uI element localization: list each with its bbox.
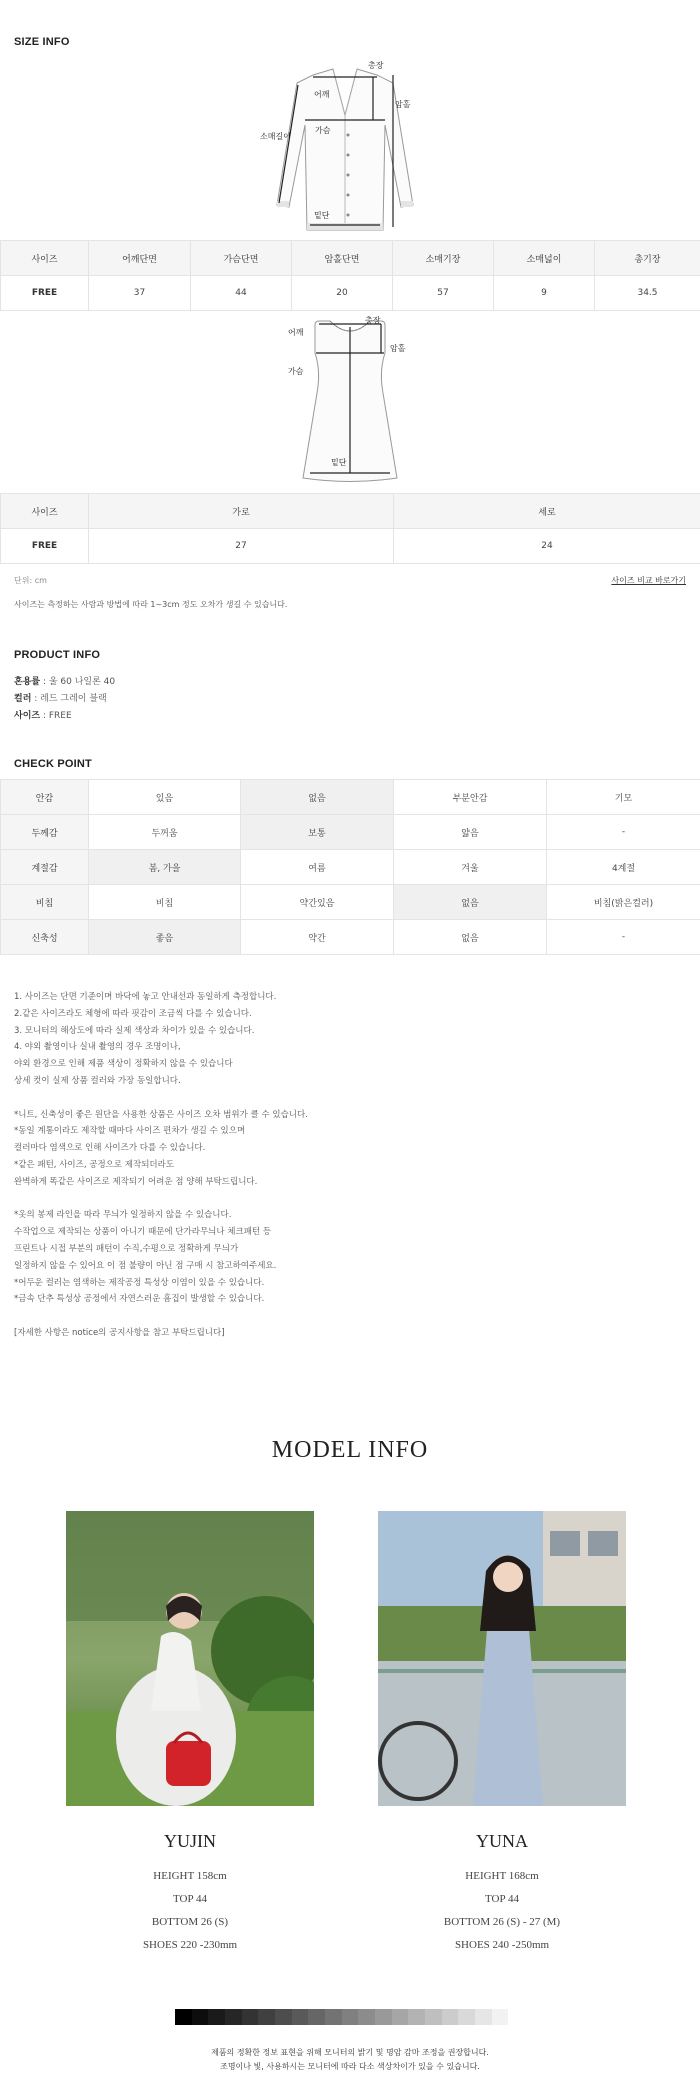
check-cell: 없음 [394, 920, 547, 955]
check-cell: 비침 [89, 885, 241, 920]
grayscale-swatch [392, 2009, 409, 2025]
model-photo-yujin-image [66, 1511, 314, 1806]
model-shoes-yuna: SHOES 240 -250mm [454, 1939, 550, 1951]
table-row [1, 276, 700, 311]
row-cell: 34.5 [595, 276, 700, 311]
grayscale-swatch [492, 2009, 509, 2025]
check-cell: 없음 [241, 780, 394, 815]
notice-line: *금속 단추 특성상 공정에서 자연스러운 흠집이 발생할 수 있습니다. [14, 1294, 265, 1305]
model-bottom-yuna: BOTTOM 26 (S) - 27 (M) [443, 1916, 561, 1928]
notice-line: 2.같은 사이즈라도 체형에 따라 핏감이 조금씩 다를 수 있습니다. [14, 1008, 252, 1019]
grayscale-swatch [458, 2009, 475, 2025]
grayscale-swatch [375, 2009, 392, 2025]
notice-line: 1. 사이즈는 단면 기준이며 바닥에 놓고 안내선과 동일하게 측정합니다. [14, 992, 277, 1002]
table-row [1, 529, 700, 564]
tank-diagram [285, 313, 415, 488]
check-row-label: 비침 [1, 885, 89, 920]
check-row-label: 신축성 [1, 920, 89, 955]
check-point-title: CHECK POINT [14, 758, 92, 770]
grayscale-swatch [225, 2009, 242, 2025]
size-compare-link[interactable]: 사이즈 비교 바로가기 [611, 576, 686, 585]
model-height-yujin: HEIGHT 158cm [153, 1870, 227, 1882]
check-cell: 보통 [241, 815, 394, 850]
check-cell: 부분안감 [394, 780, 547, 815]
grayscale-swatch [275, 2009, 292, 2025]
notice-line: 상세 컷이 실제 상품 컬러와 가장 동일합니다. [14, 1075, 181, 1086]
check-cell: 약간있음 [241, 885, 394, 920]
header-cell: 가로 [89, 494, 394, 529]
model-top-yuna: TOP 44 [485, 1893, 519, 1905]
row-cell: 20 [292, 276, 393, 311]
grayscale-swatch [192, 2009, 209, 2025]
size-label: 사이즈 [14, 711, 41, 721]
unit-label: 단위: cm [14, 576, 47, 585]
model-info-title: MODEL INFO [271, 1437, 429, 1463]
row-cell: FREE [1, 529, 89, 564]
header-cell: 소매넓이 [494, 241, 595, 276]
notice-line: 컬러마다 염색으로 인해 사이즈가 다를 수 있습니다. [14, 1143, 206, 1154]
tank-label-hem: 밑단 [331, 458, 347, 467]
notice-spacer [14, 1308, 308, 1325]
notice-line: 완벽하게 똑같은 사이즈로 제작되기 어려운 점 양해 부탁드립니다. [14, 1176, 258, 1187]
check-row-label: 안감 [1, 780, 89, 815]
material-line [14, 674, 115, 687]
grayscale-calibration-bar [175, 2009, 525, 2025]
check-row-label: 계절감 [1, 850, 89, 885]
grayscale-swatch [208, 2009, 225, 2025]
notice-list [14, 989, 308, 1342]
grayscale-swatch [308, 2009, 325, 2025]
notice-line: *어두운 컬러는 염색하는 제작공정 특성상 이염이 있을 수 있습니다. [14, 1277, 265, 1288]
grayscale-swatch [258, 2009, 275, 2025]
header-cell: 소매기장 [393, 241, 494, 276]
row-cell: 27 [89, 529, 394, 564]
notice-line: *옷의 봉제 라인을 따라 무늬가 일정하지 않을 수 있습니다. [14, 1210, 232, 1221]
tank-label-chest: 가슴 [288, 367, 304, 376]
header-cell: 세로 [394, 494, 700, 529]
cardigan-label-sleeve: 소매길이 [260, 132, 291, 141]
grayscale-swatch [358, 2009, 375, 2025]
model-photo-yuna [378, 1511, 626, 1806]
row-cell: 9 [494, 276, 595, 311]
table-header-row [1, 494, 700, 529]
cardigan-label-total: 총장 [368, 61, 384, 70]
header-cell: 암홀단면 [292, 241, 393, 276]
model-top-yujin: TOP 44 [173, 1893, 207, 1905]
check-cell: - [547, 815, 700, 850]
header-cell: 가슴단면 [191, 241, 292, 276]
check-cell: 두꺼움 [89, 815, 241, 850]
material-value: : 울 60 나일론 40 [40, 677, 116, 687]
header-cell: 사이즈 [1, 494, 89, 529]
check-cell: 있음 [89, 780, 241, 815]
color-line [14, 691, 107, 704]
model-name-yujin: YUJIN [164, 1831, 216, 1851]
cardigan-label-chest: 가슴 [315, 126, 331, 135]
cardigan-label-hem: 밑단 [314, 211, 330, 220]
check-cell: 얇음 [394, 815, 547, 850]
notice-line: [자세한 사항은 notice의 공지사항을 참고 부탁드립니다] [14, 1327, 225, 1338]
model-shoes-yujin: SHOES 220 -230mm [142, 1939, 238, 1951]
product-info-title: PRODUCT INFO [14, 649, 101, 661]
color-value: : 레드 그레이 블랙 [31, 694, 107, 704]
table-header-row [1, 241, 700, 276]
notice-line: 일정하지 않을 수 있어요 이 점 불량이 아닌 점 구매 시 참고하여주세요. [14, 1260, 277, 1271]
notice-spacer [14, 1090, 308, 1107]
color-label: 컬러 [14, 694, 32, 704]
check-row-label: 두께감 [1, 815, 89, 850]
row-cell: FREE [1, 276, 89, 311]
size-line [14, 708, 72, 721]
material-label: 혼용률 [14, 677, 41, 687]
check-cell: 4계절 [547, 850, 700, 885]
check-point-table [0, 779, 700, 955]
check-row-stretch [1, 920, 700, 955]
cardigan-label-armhole: 암홀 [395, 100, 411, 109]
check-cell: 여름 [241, 850, 394, 885]
check-row-season [1, 850, 700, 885]
footer-line-1: 제품의 정확한 정보 표현을 위해 모니터의 밝기 및 명암 감마 조정을 권장합니다. [211, 2048, 489, 2057]
header-cell: 어깨단면 [89, 241, 191, 276]
size-value: : FREE [40, 711, 72, 721]
check-cell: 없음 [394, 885, 547, 920]
check-row-thickness [1, 815, 700, 850]
size-table-cardigan [0, 240, 700, 311]
notice-line: *같은 패턴, 사이즈, 공정으로 제작되더라도 [14, 1159, 175, 1170]
tank-label-shoulder: 어깨 [288, 328, 304, 337]
check-row-sheerness [1, 885, 700, 920]
grayscale-swatch [325, 2009, 342, 2025]
notice-line: 야외 환경으로 인해 제품 색상이 정확하지 않을 수 있습니다 [14, 1059, 233, 1070]
check-cell: 봄, 가을 [89, 850, 241, 885]
grayscale-swatch [408, 2009, 425, 2025]
model-name-yuna: YUNA [476, 1831, 528, 1851]
grayscale-swatch [175, 2009, 192, 2025]
grayscale-swatch [442, 2009, 459, 2025]
cardigan-label-shoulder: 어깨 [314, 90, 330, 99]
row-cell: 24 [394, 529, 700, 564]
notice-line: 4. 야외 촬영이나 실내 촬영의 경우 조명이나, [14, 1042, 181, 1053]
footer-line-2: 조명이나 빛, 사용하시는 모니터에 따라 다소 색상차이가 있을 수 있습니다. [220, 2062, 480, 2071]
notice-line: 3. 모니터의 해상도에 따라 실제 색상과 차이가 있을 수 있습니다. [14, 1025, 255, 1036]
grayscale-swatch [425, 2009, 442, 2025]
notice-spacer [14, 1191, 308, 1208]
check-cell: 비침(밝은컬러) [547, 885, 700, 920]
tank-label-armhole: 암홀 [390, 344, 406, 353]
check-cell: 약간 [241, 920, 394, 955]
check-cell: - [547, 920, 700, 955]
size-error-note: 사이즈는 측정하는 사람과 방법에 따라 1~3cm 정도 오차가 생길 수 있습니다. [14, 600, 288, 609]
row-cell: 37 [89, 276, 191, 311]
notice-line: *동일 계통이라도 제작할 때마다 사이즈 편차가 생길 수 있으며 [14, 1126, 246, 1137]
check-row-lining [1, 780, 700, 815]
tank-label-total: 총장 [365, 316, 381, 325]
row-cell: 44 [191, 276, 292, 311]
cardigan-sketch [255, 55, 435, 235]
tank-sketch [285, 313, 415, 488]
grayscale-swatch [475, 2009, 492, 2025]
grayscale-swatch [342, 2009, 359, 2025]
check-cell: 겨울 [394, 850, 547, 885]
row-cell: 57 [393, 276, 494, 311]
header-cell: 총기장 [595, 241, 700, 276]
notice-line: *니트, 신축성이 좋은 원단을 사용한 상품은 사이즈 오차 범위가 클 수 있습니다. [14, 1109, 308, 1120]
header-cell: 사이즈 [1, 241, 89, 276]
model-photo-yujin [66, 1511, 314, 1806]
size-table-tank [0, 493, 700, 564]
notice-line: 프린트나 시접 부분의 패턴이 수직,수평으로 정확하게 무늬가 [14, 1243, 239, 1254]
grayscale-swatch [292, 2009, 309, 2025]
model-height-yuna: HEIGHT 168cm [465, 1870, 539, 1882]
check-cell: 좋음 [89, 920, 241, 955]
notice-line: 수작업으로 제작되는 상품이 아니기 때문에 단가라무늬나 체크패턴 등 [14, 1227, 272, 1238]
grayscale-swatch [242, 2009, 259, 2025]
model-photo-yuna-image [378, 1511, 626, 1806]
cardigan-diagram [255, 55, 435, 235]
model-bottom-yujin: BOTTOM 26 (S) [151, 1916, 229, 1928]
grayscale-swatch [508, 2009, 525, 2025]
size-info-title: SIZE INFO [14, 36, 70, 48]
check-cell: 기모 [547, 780, 700, 815]
